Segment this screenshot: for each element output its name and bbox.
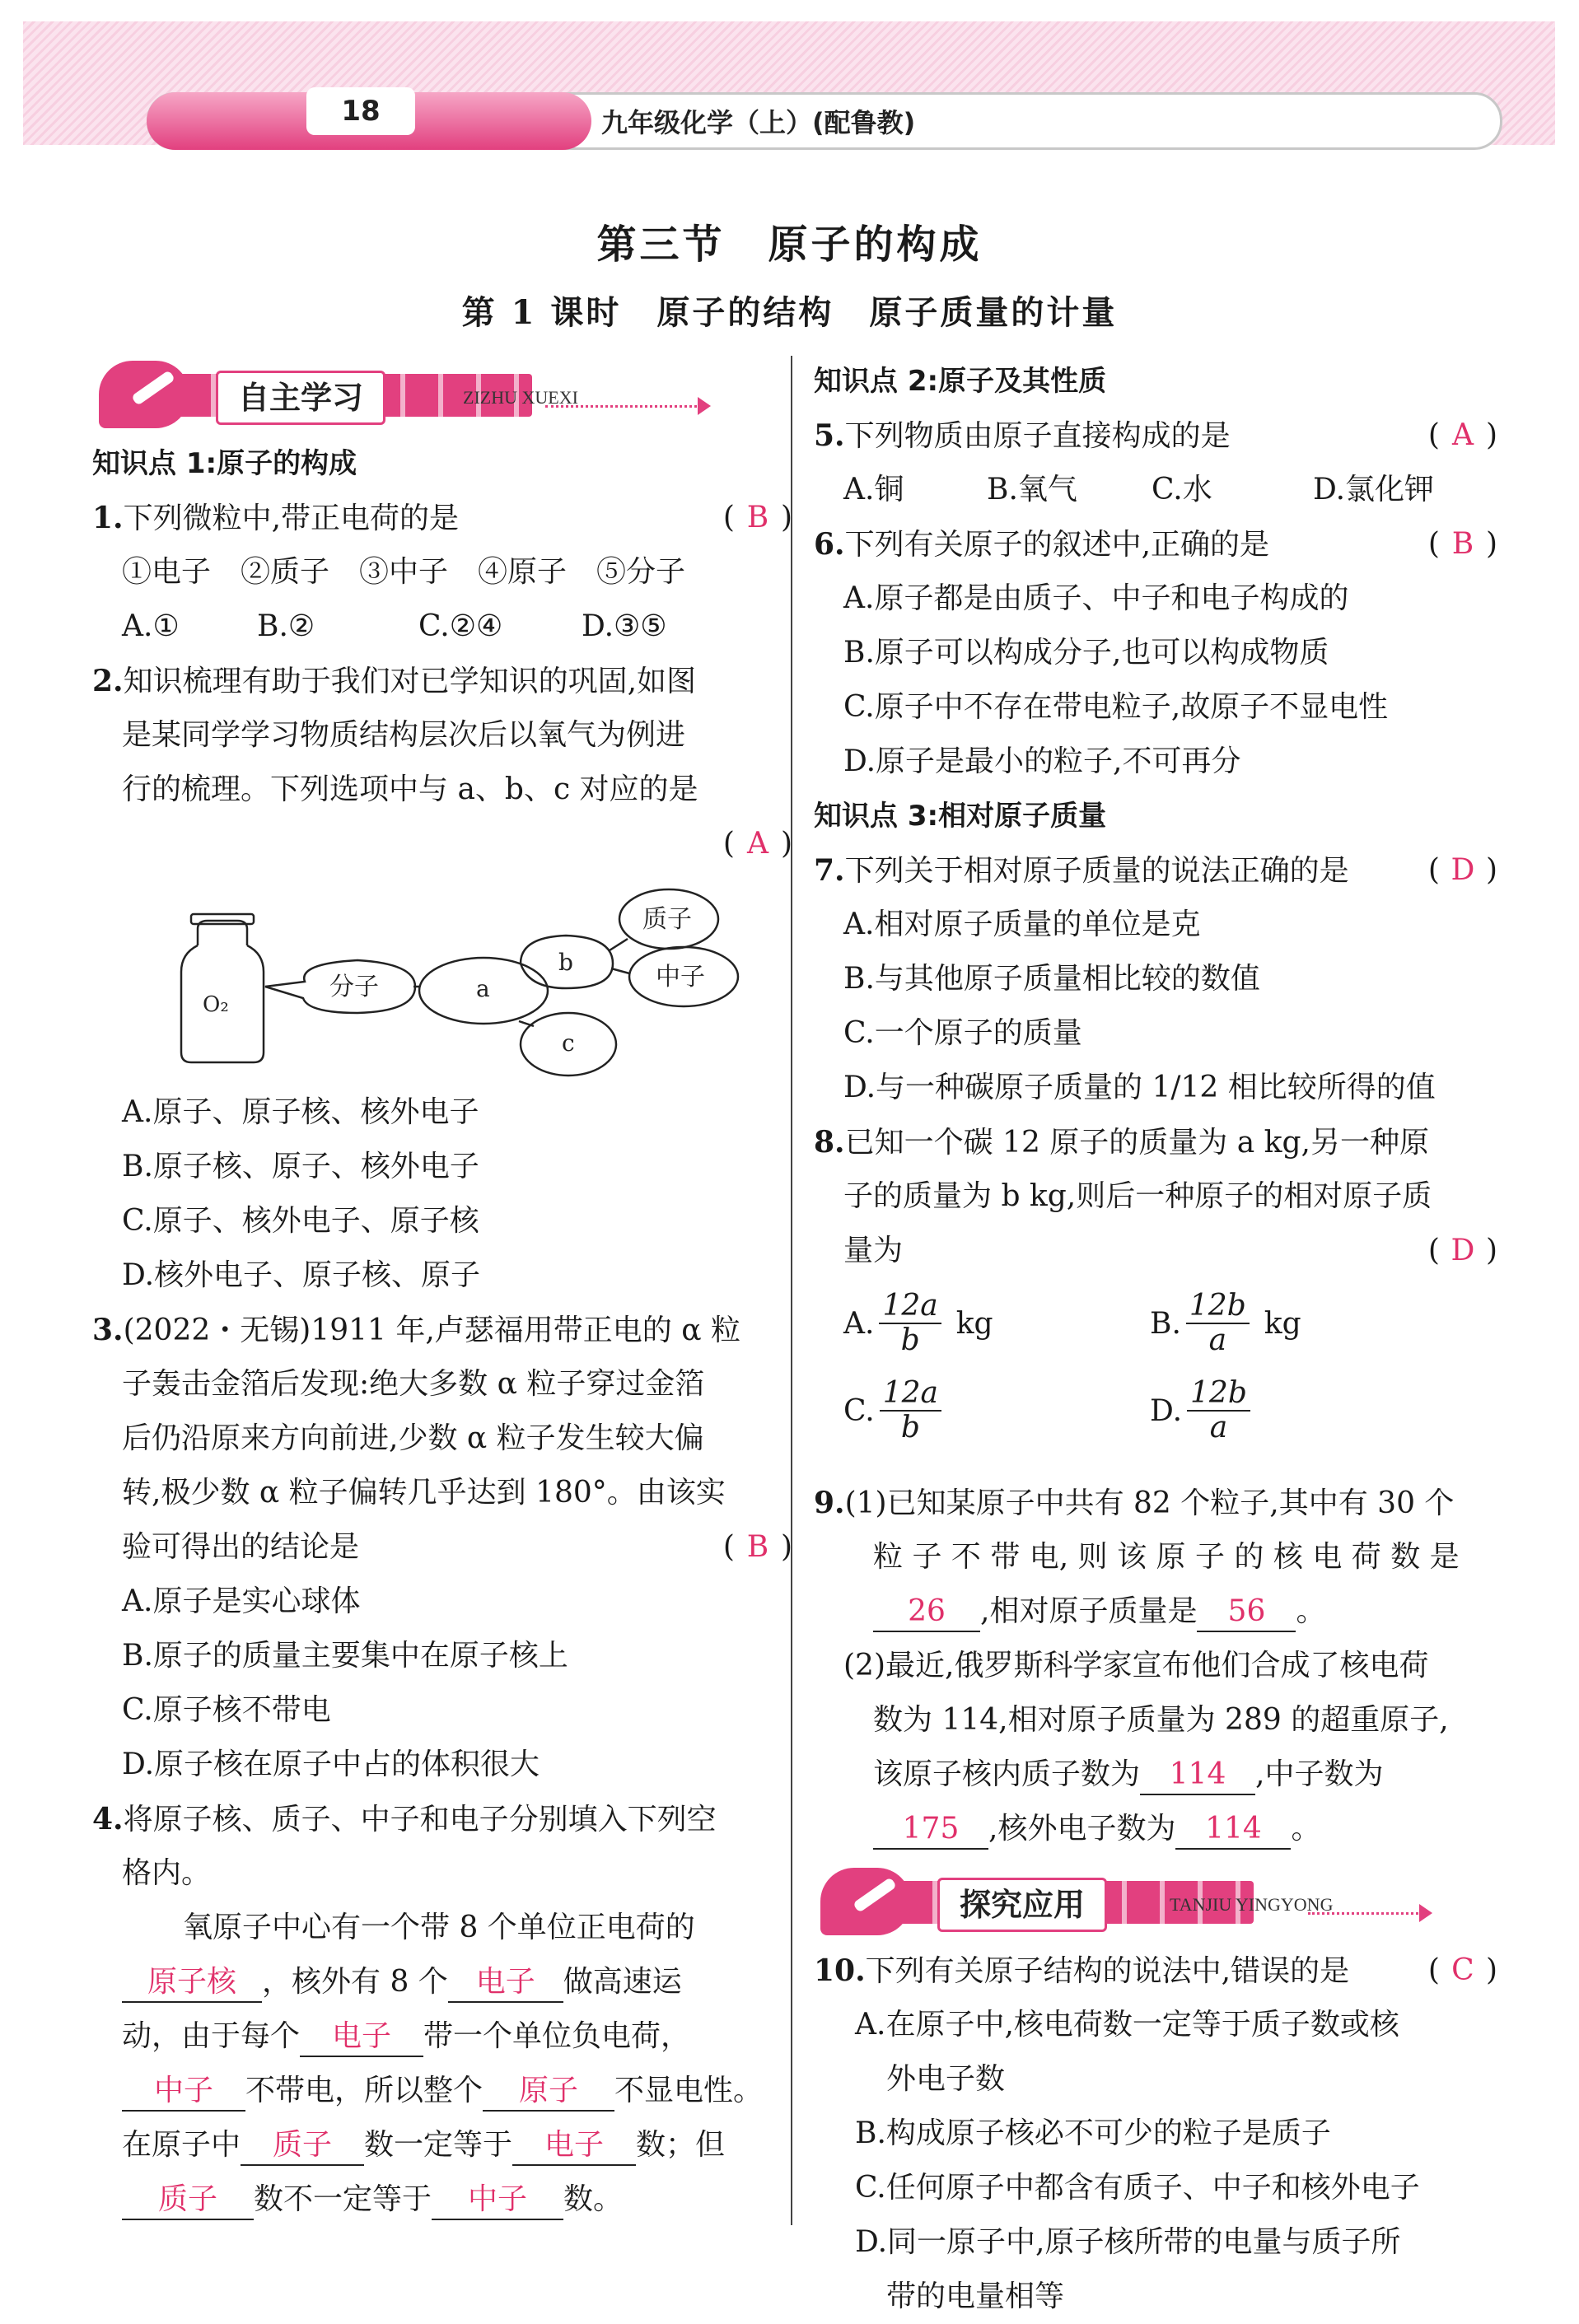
option-d: D.同一原子中,原子核所带的电量与质子所 <box>855 2225 1401 2259</box>
answer-bracket: ( B ) <box>723 1520 792 1575</box>
question-3-line-1 <box>92 1303 792 1357</box>
option-b: B.氧气 <box>987 473 1077 506</box>
text-segment: 数一定等于 <box>364 2128 513 2162</box>
blank-4: 中子 <box>122 2072 245 2112</box>
blank-relative-mass: 56 <box>1197 1593 1296 1632</box>
question-stem: 下列有关原子的叙述中,正确的是 <box>844 528 1270 562</box>
option-a: A.铜 <box>843 473 904 506</box>
question-7 <box>814 843 1497 898</box>
question-3-line-5 <box>92 1520 792 1575</box>
blank-9: 中子 <box>432 2181 563 2220</box>
blank-5: 原子 <box>483 2072 614 2112</box>
question-text: (2022・无锡)1911 年,卢瑟福用带正电的 α 粒 <box>123 1314 741 1347</box>
badge-pinyin: TANJIU YINGYONG <box>1170 1894 1334 1915</box>
question-number: 5. <box>814 418 845 453</box>
question-4-para-3 <box>92 2009 792 2064</box>
question-stem: 下列物质由原子直接构成的是 <box>844 419 1231 453</box>
arrow-head-icon <box>1419 1904 1432 1922</box>
option-b: B.构成原子核必不可少的粒子是质子 <box>855 2116 1331 2150</box>
question-text: 量为 <box>843 1234 904 1267</box>
blank-electron-count: 114 <box>1175 1810 1291 1850</box>
pen-icon <box>820 1868 911 1935</box>
question-9-line-7 <box>814 1802 1497 1856</box>
question-1-items: ①电子 ②质子 ③中子 ④原子 ⑤分子 <box>122 555 686 589</box>
question-2-answer-line <box>92 817 792 871</box>
question-text: (1)已知某原子中共有 82 个粒子,其中有 30 个 <box>844 1486 1455 1520</box>
option-a: A.原子是实心球体 <box>122 1584 361 1618</box>
question-4-line-2: 格内。 <box>122 1856 212 1890</box>
blank-proton-count: 114 <box>1140 1756 1255 1795</box>
question-9-line-4: (2)最近,俄罗斯科学家宣布他们合成了核电荷 <box>843 1649 1429 1682</box>
text-segment: 在原子中 <box>122 2128 241 2162</box>
answer-letter: B <box>746 1530 769 1564</box>
question-9-line-6 <box>814 1748 1497 1802</box>
question-number: 8. <box>814 1125 845 1160</box>
question-4-para-1: 氧原子中心有一个带 8 个单位正电荷的 <box>183 1911 695 1944</box>
question-6 <box>814 517 1497 572</box>
question-9-line-5: 数为 114,相对原子质量为 289 的超重原子, <box>873 1703 1449 1737</box>
option-d: D.原子是最小的粒子,不可再分 <box>843 744 1241 778</box>
answer-bracket: ( B ) <box>723 491 792 545</box>
question-1-options <box>92 600 792 654</box>
answer-letter: B <box>746 501 769 534</box>
answer-bracket: ( D ) <box>1428 843 1497 898</box>
question-number: 7. <box>814 853 845 888</box>
option-c: C.②④ <box>418 609 503 643</box>
option-b: B.与其他原子质量相比较的数值 <box>843 962 1260 996</box>
blank-8: 质子 <box>122 2181 254 2220</box>
structure-diagram <box>92 871 792 1085</box>
answer-letter: D <box>1451 1234 1475 1267</box>
option-a: A.在原子中,核电荷数一定等于质子数或核 <box>855 2008 1399 2042</box>
question-number: 6. <box>814 527 845 562</box>
option-b: B.原子的质量主要集中在原子核上 <box>122 1639 568 1673</box>
question-number: 1. <box>92 501 124 535</box>
fraction: $\frac{12b}{a}$ <box>1186 1290 1250 1357</box>
question-text: 已知一个碳 12 原子的质量为 a kg,另一种原 <box>844 1126 1429 1160</box>
answer-bracket: ( B ) <box>1428 517 1497 572</box>
badge-label: 探究应用 <box>937 1878 1107 1932</box>
page-number: 18 <box>306 87 415 135</box>
question-4-para-5 <box>92 2118 792 2172</box>
dotted-arrow-icon <box>545 405 702 408</box>
right-column <box>814 354 1497 2324</box>
question-3-line-2: 子轰击金箔后发现:绝大多数 α 粒子穿过金箔 <box>122 1367 705 1401</box>
option-c: C.任何原子中都含有质子、中子和核外电子 <box>855 2171 1420 2205</box>
blank-7: 电子 <box>512 2126 636 2166</box>
option-d <box>1150 1377 1255 1444</box>
question-text: 验可得出的结论是 <box>122 1530 360 1564</box>
option-c <box>843 1377 946 1444</box>
question-stem: 下列有关原子结构的说法中,错误的是 <box>865 1954 1350 1988</box>
label-a: a <box>476 975 490 1002</box>
option-d: D.氯化钾 <box>1313 473 1435 506</box>
question-text: 知识梳理有助于我们对已学知识的巩固,如图 <box>123 665 697 698</box>
question-1 <box>92 491 792 545</box>
question-5-options <box>814 463 1497 517</box>
unit: kg <box>955 1306 993 1341</box>
question-4-para-6 <box>92 2172 792 2227</box>
answer-bracket: ( C ) <box>1428 1944 1497 1998</box>
question-9-line-3 <box>814 1584 1497 1639</box>
answer-letter: A <box>1451 418 1474 452</box>
badge-label: 自主学习 <box>216 371 385 425</box>
left-column <box>92 354 792 2227</box>
question-8-line-2: 子的质量为 b kg,则后一种原子的相对原子质 <box>843 1179 1432 1213</box>
text-segment: 数。 <box>563 2182 624 2216</box>
question-4-para-2 <box>92 1955 792 2009</box>
fraction: $\frac{12a}{b}$ <box>879 1290 941 1357</box>
knowledge-point-1: 知识点 1:原子的构成 <box>92 447 357 480</box>
label-neutron: 中子 <box>656 963 705 992</box>
text-segment: 。 <box>1291 1812 1321 1846</box>
question-8-options-ab <box>814 1278 1497 1377</box>
knowledge-point-3: 知识点 3:相对原子质量 <box>814 800 1107 833</box>
option-label: D. <box>1150 1393 1183 1428</box>
fraction: $\frac{12a}{b}$ <box>880 1377 941 1444</box>
explore-badge <box>814 1861 1407 1944</box>
option-a: A.原子都是由质子、中子和电子构成的 <box>843 581 1349 615</box>
option-a-cont: 外电子数 <box>886 2062 1006 2096</box>
question-stem: 下列关于相对原子质量的说法正确的是 <box>844 854 1349 888</box>
section-title: 第三节 原子的构成 <box>596 222 983 268</box>
option-a: A.原子、原子核、核外电子 <box>122 1095 479 1129</box>
answer-bracket: ( D ) <box>1428 1224 1497 1278</box>
self-study-badge <box>92 354 685 436</box>
text-segment: 数；但 <box>636 2128 726 2162</box>
fraction: $\frac{12b}{a}$ <box>1187 1377 1250 1444</box>
option-c: C.原子中不存在带电粒子,故原子不显电性 <box>843 690 1389 724</box>
text-segment: 带一个单位负电荷， <box>423 2019 691 2053</box>
molecule-label: 分子 <box>329 973 379 1001</box>
question-number: 4. <box>92 1802 124 1836</box>
question-number: 2. <box>92 664 124 698</box>
blank-neutron-count: 175 <box>873 1810 988 1850</box>
blank-3: 电子 <box>300 2018 423 2057</box>
label-c: c <box>562 1029 575 1057</box>
answer-letter: C <box>1451 1953 1474 1987</box>
answer-letter: D <box>1451 853 1475 887</box>
option-c: C.原子、核外电子、原子核 <box>122 1204 479 1238</box>
option-a: A.相对原子质量的单位是克 <box>843 908 1201 941</box>
question-2-line-2: 是某同学学习物质结构层次后以氧气为例进 <box>122 718 686 752</box>
blank-6: 质子 <box>241 2126 364 2166</box>
option-d: D.与一种碳原子质量的 1/12 相比较所得的值 <box>843 1071 1436 1104</box>
question-4-line-1 <box>92 1792 792 1846</box>
option-label: B. <box>1150 1306 1181 1341</box>
text-segment: 做高速运 <box>563 1965 682 1999</box>
question-4-para-4 <box>92 2064 792 2118</box>
dotted-arrow-icon <box>1308 1912 1423 1915</box>
question-9-line-2: 粒 子 不 带 电, 则 该 原 子 的 核 电 荷 数 是 <box>873 1540 1460 1574</box>
option-b: B.原子核、原子、核外电子 <box>122 1150 479 1183</box>
text-segment: 不显电性。 <box>614 2074 764 2107</box>
option-label: A. <box>843 1306 875 1341</box>
pen-icon <box>99 361 189 428</box>
label-b: b <box>558 949 573 976</box>
badge-pinyin: ZIZHU XUEXI <box>463 387 578 408</box>
question-number: 9. <box>814 1486 845 1520</box>
option-d: D.③⑤ <box>582 609 667 643</box>
text-segment: 不带电，所以整个 <box>245 2074 484 2107</box>
blank-1: 原子核 <box>122 1963 262 2003</box>
text-segment: 动，由于每个 <box>122 2019 301 2053</box>
option-c: C.一个原子的质量 <box>843 1016 1082 1050</box>
question-8-line-1 <box>814 1115 1497 1169</box>
answer-letter: B <box>1451 527 1474 561</box>
text-segment: 。 <box>1296 1594 1326 1628</box>
question-number: 3. <box>92 1313 124 1347</box>
question-5 <box>814 408 1497 463</box>
text-segment: 该原子核内质子数为 <box>873 1757 1141 1791</box>
option-c: C.原子核不带电 <box>122 1693 331 1727</box>
label-proton: 质子 <box>642 905 692 934</box>
book-title: 九年级化学（上）(配鲁教) <box>601 107 916 138</box>
option-a <box>843 1290 993 1357</box>
question-2-line-1 <box>92 654 792 708</box>
question-8-options-cd <box>814 1377 1497 1476</box>
question-2-line-3: 行的梳理。下列选项中与 a、b、c 对应的是 <box>122 772 698 806</box>
option-d-cont: 带的电量相等 <box>886 2280 1065 2313</box>
answer-bracket: ( A ) <box>723 817 792 871</box>
text-segment: ,相对原子质量是 <box>980 1594 1198 1628</box>
option-b: B.原子可以构成分子,也可以构成物质 <box>843 636 1329 670</box>
option-d: D.原子核在原子中占的体积很大 <box>122 1748 540 1781</box>
unit: kg <box>1264 1306 1301 1341</box>
question-stem: 下列微粒中,带正电荷的是 <box>123 502 460 535</box>
text-segment: ,核外电子数为 <box>988 1812 1176 1846</box>
option-b <box>1150 1290 1301 1357</box>
question-3-line-4: 转,极少数 α 粒子偏转几乎达到 180°。由该实 <box>122 1476 726 1510</box>
option-a: A.① <box>122 609 180 643</box>
diagram-svg <box>92 871 792 1085</box>
text-segment: ,中子数为 <box>1255 1757 1384 1791</box>
question-text: 将原子核、质子、中子和电子分别填入下列空 <box>123 1803 717 1836</box>
bottle-label: O₂ <box>203 992 229 1017</box>
answer-letter: A <box>746 827 768 861</box>
option-b: B.② <box>257 609 315 643</box>
text-segment: ，核外有 8 个 <box>262 1965 448 1999</box>
knowledge-point-2: 知识点 2:原子及其性质 <box>814 365 1107 398</box>
option-c: C.水 <box>1152 473 1212 506</box>
question-number: 10. <box>814 1953 866 1988</box>
blank-2: 电子 <box>448 1963 563 2003</box>
text-segment: 数不一定等于 <box>254 2182 432 2216</box>
option-label: C. <box>843 1393 875 1428</box>
question-10 <box>814 1944 1497 1998</box>
option-d: D.核外电子、原子核、原子 <box>122 1258 481 1292</box>
question-3-line-3: 后仍沿原来方向前进,少数 α 粒子发生较大偏 <box>122 1421 704 1455</box>
question-9-line-1 <box>814 1476 1497 1530</box>
answer-bracket: ( A ) <box>1428 408 1497 463</box>
question-8-line-3 <box>814 1224 1497 1278</box>
blank-nuclear-charge: 26 <box>873 1593 980 1632</box>
arrow-head-icon <box>698 397 711 415</box>
lesson-title: 第 1 课时 原子的结构 原子质量的计量 <box>461 293 1118 332</box>
